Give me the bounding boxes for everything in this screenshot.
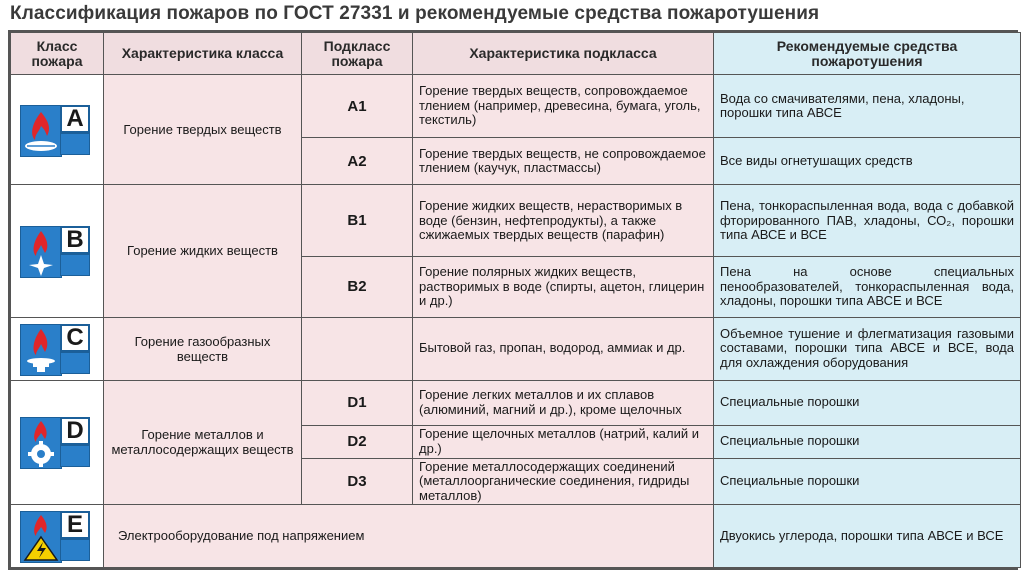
- class-a-letter: A: [60, 105, 90, 133]
- subclass-a2-description: Горение твердых веществ, не сопровождаемое тлением (каучук, пластмассы): [413, 138, 714, 185]
- classification-table: [8, 30, 1018, 570]
- gas-fire-icon: [20, 320, 94, 378]
- subclass-b1: B1: [302, 185, 413, 257]
- class-c-icon-cell: [11, 317, 104, 380]
- header-subclass: Подкласс пожара: [302, 33, 413, 75]
- subclass-d1-description: Горение легких металлов и их сплавов (алюминий, магний и др.), кроме щелочных: [413, 380, 714, 425]
- subclass-c-means: Объемное тушение и флегматизация газовыми составами, порошки типа АВСЕ и ВСЕ, вода для охлаждения оборудования: [714, 317, 1021, 380]
- table-header-row: [11, 33, 1021, 75]
- subclass-a1: A1: [302, 75, 413, 138]
- subclass-a1-means: Вода со смачивателями, пена, хладоны, порошки типа АВСЕ: [714, 75, 1021, 138]
- table-row: [11, 185, 1021, 257]
- class-e-letter: E: [60, 511, 90, 539]
- subclass-b1-description: Горение жидких веществ, нерастворимых в воде (бензин, нефтепродукты), а также сжижаемых твердых веществ (парафин): [413, 185, 714, 257]
- subclass-b1-means: Пена, тонкораспыленная вода, вода с добавкой фторированного ПАВ, хладоны, СО₂, порошки типа АВСЕ и ВСЕ: [714, 185, 1021, 257]
- page-title: Классификация пожаров по ГОСТ 27331 и рекомендуемые средства пожаротушения: [10, 3, 820, 24]
- liquid-fire-icon: [20, 222, 94, 280]
- class-c-characteristic: Горение газообразных веществ: [104, 317, 302, 380]
- header-class: Класс пожара: [11, 33, 104, 75]
- subclass-d3-description: Горение металлосодержащих соединений (металлоорганические соединения, гидриды металлов): [413, 458, 714, 504]
- class-d-icon-cell: [11, 380, 104, 504]
- class-a-icon-cell: [11, 75, 104, 185]
- table-row: [11, 504, 1021, 567]
- subclass-a1-description: Горение твердых веществ, сопровождаемое тлением (например, древесина, бумага, уголь, текстиль): [413, 75, 714, 138]
- class-b-characteristic: Горение жидких веществ: [104, 185, 302, 317]
- header-class-characteristic: Характеристика класса: [104, 33, 302, 75]
- solid-fire-icon: [20, 101, 94, 159]
- electrical-fire-icon: [20, 507, 94, 565]
- class-e-means: Двуокись углерода, порошки типа АВСЕ и ВСЕ: [714, 504, 1021, 567]
- subclass-a2: A2: [302, 138, 413, 185]
- subclass-d1: D1: [302, 380, 413, 425]
- class-b-icon-cell: [11, 185, 104, 317]
- subclass-b2: B2: [302, 257, 413, 317]
- table-row: [11, 380, 1021, 425]
- subclass-d2-description: Горение щелочных металлов (натрий, калий и др.): [413, 425, 714, 458]
- subclass-a2-means: Все виды огнетушащих средств: [714, 138, 1021, 185]
- subclass-d3: D3: [302, 458, 413, 504]
- class-d-letter: D: [60, 417, 90, 445]
- subclass-d3-means: Специальные порошки: [714, 458, 1021, 504]
- table-row: [11, 75, 1021, 138]
- subclass-b2-description: Горение полярных жидких веществ, растворимых в воде (спирты, ацетон, глицерин и др.): [413, 257, 714, 317]
- class-c-letter: C: [60, 324, 90, 352]
- class-e-characteristic: Электрооборудование под напряжением: [104, 504, 714, 567]
- subclass-c-description: Бытовой газ, пропан, водород, аммиак и др.: [413, 317, 714, 380]
- subclass-d2: D2: [302, 425, 413, 458]
- header-subclass-characteristic: Характеристика подкласса: [413, 33, 714, 75]
- header-recommended-means: Рекомендуемые средства пожаротушения: [714, 33, 1021, 75]
- subclass-c: [302, 317, 413, 380]
- subclass-d2-means: Специальные порошки: [714, 425, 1021, 458]
- table-row: [11, 317, 1021, 380]
- metal-fire-icon: [20, 413, 94, 471]
- subclass-d1-means: Специальные порошки: [714, 380, 1021, 425]
- class-e-icon-cell: [11, 504, 104, 567]
- class-a-characteristic: Горение твердых веществ: [104, 75, 302, 185]
- subclass-b2-means: Пена на основе специальных пенообразователей, тонкораспыленная вода, хладоны, порошки типа АВСЕ и ВСЕ: [714, 257, 1021, 317]
- class-b-letter: B: [60, 226, 90, 254]
- class-d-characteristic: Горение металлов и металлосодержащих веществ: [104, 380, 302, 504]
